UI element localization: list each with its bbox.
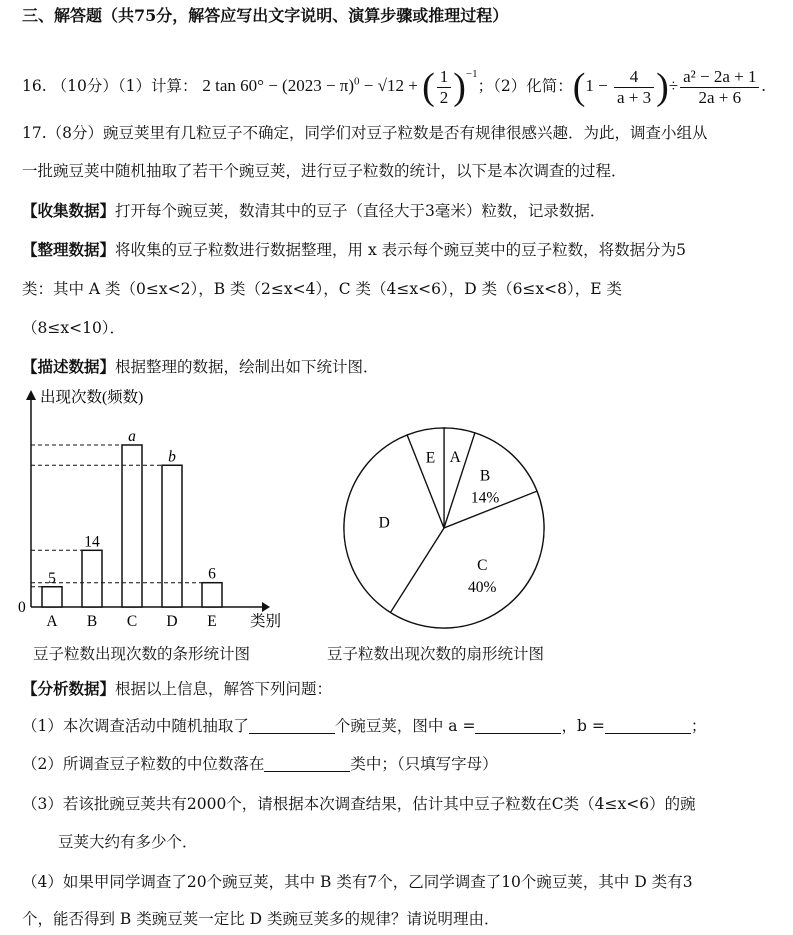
q16-number: 16. (22, 77, 47, 95)
section-title: 三、解答题（共75分，解答应写出文字说明、演算步骤或推理过程） (22, 6, 509, 25)
q16-part1: （1）计算： (117, 77, 198, 95)
organize-data-line1 (22, 240, 686, 260)
expr-exponent-minus-one: −1 (465, 68, 478, 80)
analyze-data-line (22, 679, 332, 699)
bar-chart-origin: 0 (18, 599, 26, 616)
bar-chart-xlabel: 类别 (250, 613, 282, 630)
sub1-blank-count[interactable] (249, 717, 335, 734)
pie-percent-label-C: 40% (468, 579, 497, 597)
sub1-text-a: （1）本次调查活动中随机抽取了 (22, 717, 249, 735)
bar-category-label-C: C (126, 613, 138, 630)
collect-data-line (22, 201, 605, 221)
period: . (761, 76, 766, 95)
sub1-blank-a[interactable] (475, 717, 561, 734)
bar-category-label-D: D (166, 613, 178, 630)
fraction-half-denominator: 2 (439, 87, 449, 107)
describe-data-text: 根据整理的数据，绘制出如下统计图． (115, 358, 379, 376)
bar-category-label-E: E (207, 613, 217, 630)
q16-expression (202, 66, 478, 109)
sub-question-4-line2: 个，能否得到 B 类豌豆荚一定比 D 类豌豆荚多的规律？请说明理由． (22, 910, 500, 928)
q16-score: （10分） (51, 77, 118, 95)
analyze-data-text: 根据以上信息，解答下列问题： (115, 680, 333, 698)
bar-chart-caption: 豆子粒数出现次数的条形统计图 (33, 645, 251, 663)
fraction-quadratic-numerator: a² − 2a + 1 (680, 67, 759, 88)
paren-left: ( (422, 66, 435, 109)
bar-chart-ylabel: 出现次数(频数) (40, 389, 144, 406)
fraction-4-denominator: a + 3 (616, 87, 652, 107)
sub1-blank-b[interactable] (605, 717, 691, 734)
bar-category-label-B: B (86, 613, 98, 630)
sub1-text-b: 个豌豆荚，图中 a = (334, 717, 476, 735)
expr-sqrt12: − √12 + (359, 76, 423, 95)
bar-value-label-C: a (128, 428, 136, 445)
pie-chart-marks (344, 428, 544, 628)
bar-chart-marks (31, 428, 222, 630)
q17-intro-line1: 17.（8分）豌豆荚里有几粒豆子不确定，同学们对豆子粒数是否有规律很感兴趣．为此，调查小组从 (22, 124, 708, 142)
divide-sign: ÷ (668, 76, 679, 95)
bar-chart (0, 380, 300, 635)
bar-B (82, 550, 102, 607)
organize-data-line3: （8≤x<10）． (22, 319, 126, 337)
describe-data-line (22, 357, 379, 377)
sub-question-1 (22, 716, 706, 736)
pie-chart (330, 420, 560, 630)
fraction-one-half (437, 67, 452, 108)
paren-left-2: ( (572, 66, 586, 109)
sub1-text-c: ，b = (561, 717, 605, 735)
q16-part2: ；（2）化简： (477, 77, 573, 95)
sub-question-4-line1: （4）如果甲同学调查了20个豌豆荚，其中 B 类有7个，乙同学调查了10个豌豆荚，其中 D 类有3 (22, 873, 693, 891)
bar-value-label-D: b (168, 448, 176, 466)
describe-data-tag: 【描述数据】 (22, 357, 116, 376)
sub-question-3-line1: （3）若该批豌豆荚共有2000个，请根据本次调查结果，估计其中豆子粒数在C类（4≤x<6）的豌 (22, 795, 696, 813)
bar-value-label-A: 5 (48, 569, 56, 587)
fraction-4-over-a-plus-3 (614, 67, 654, 108)
paren-right: ) (453, 66, 466, 109)
pie-label-D: D (378, 514, 390, 532)
expr-2tan60: 2 tan 60° − (202, 76, 283, 95)
bar-E (202, 583, 222, 607)
organize-data-text1: 将收集的豆子粒数进行数据整理，用 x 表示每个豌豆荚中的豆子粒数，将数据分为5 (115, 241, 686, 259)
sub2-text-b: 类中；（只填写字母） (350, 755, 498, 773)
pie-label-B: B (479, 467, 491, 485)
pie-percent-label-B: 14% (470, 489, 500, 507)
collect-data-text: 打开每个豌豆荚，数清其中的豆子（直径大于3毫米）粒数，记录数据． (115, 202, 606, 220)
expr-one-minus: 1 − (585, 76, 612, 95)
sub-question-3-line2: 豆荚大约有多少个． (58, 833, 198, 851)
collect-data-tag: 【收集数据】 (22, 201, 116, 220)
bar-chart-axes (26, 390, 270, 612)
sub1-text-d: ； (690, 717, 707, 735)
organize-data-line2: 类：其中 A 类（0≤x<2），B 类（2≤x<4），C 类（4≤x<6），D 类（6≤x<8），E 类 (22, 280, 623, 298)
pie-label-E: E (425, 449, 436, 467)
q16-simplify-expression (572, 66, 766, 109)
bar-category-label-A: A (46, 613, 58, 630)
fraction-quadratic-denominator: 2a + 6 (698, 87, 742, 107)
sub2-blank-median[interactable] (264, 755, 350, 772)
pie-label-C: C (477, 557, 488, 575)
organize-data-tag: 【整理数据】 (22, 240, 116, 259)
pie-chart-caption: 豆子粒数出现次数的扇形统计图 (327, 645, 545, 663)
pie-label-A: A (449, 448, 461, 466)
fraction-quadratic (680, 67, 759, 108)
expr-2023-pi: (2023 − π) (282, 76, 355, 95)
analyze-data-tag: 【分析数据】 (22, 679, 116, 698)
fraction-half-numerator: 1 (437, 67, 452, 88)
bar-value-label-E: 6 (208, 565, 216, 583)
bar-D (162, 465, 182, 607)
bar-value-label-B: 14 (84, 533, 100, 551)
sub-question-2 (22, 754, 498, 774)
expr-exponent-zero: 0 (354, 75, 360, 88)
bar-A (42, 587, 62, 607)
x-axis-arrow (262, 602, 270, 612)
fraction-4-numerator: 4 (614, 67, 654, 88)
sub2-text-a: （2）所调查豆子粒数的中位数落在 (22, 755, 265, 773)
q16-line (22, 54, 766, 109)
y-axis-arrow (26, 390, 36, 400)
paren-right-2: ) (656, 66, 669, 109)
q17-intro-line2: 一批豌豆荚中随机抽取了若干个豌豆荚，进行豆子粒数的统计，以下是本次调查的过程． (22, 162, 627, 180)
